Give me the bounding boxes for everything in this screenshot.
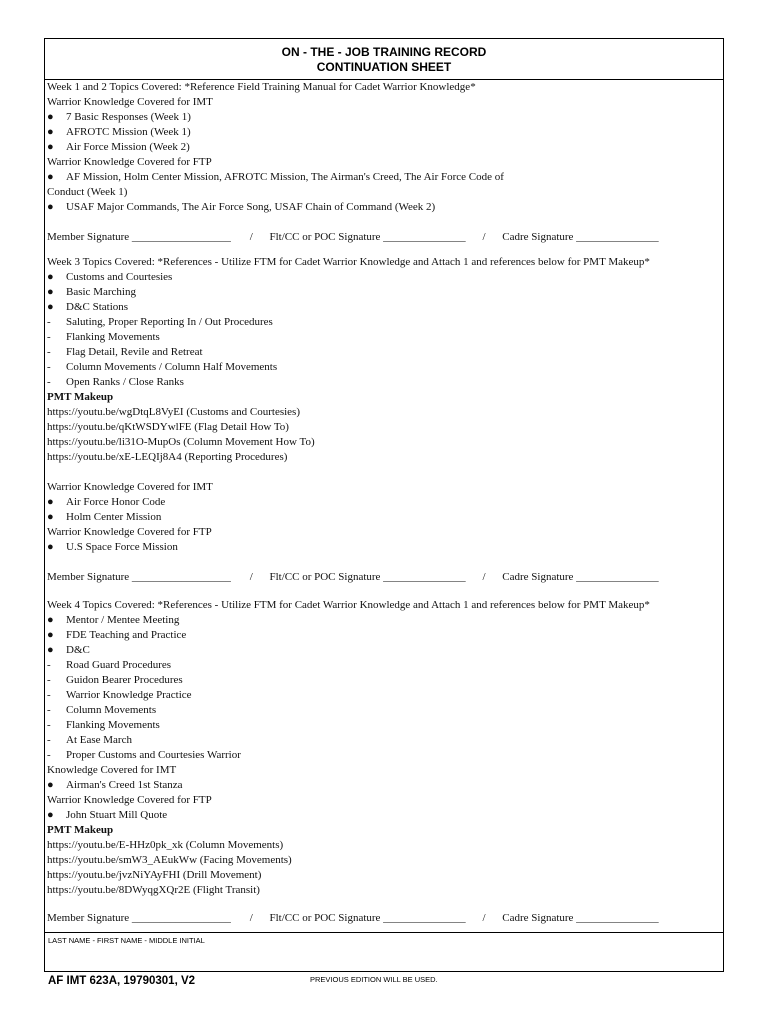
- member-signature[interactable]: Member Signature __________________: [47, 231, 231, 243]
- week3-imt-heading: Warrior Knowledge Covered for IMT: [47, 481, 213, 493]
- list-item: ● Holm Center Mission: [47, 511, 162, 523]
- bullet-icon: ●: [47, 496, 54, 508]
- bullet-icon: ●: [47, 201, 54, 213]
- list-item: ● Airman's Creed 1st Stanza: [47, 779, 183, 791]
- list-item: ● Air Force Honor Code: [47, 496, 166, 508]
- dash-icon: -: [47, 704, 51, 716]
- form-title: ON - THE - JOB TRAINING RECORD: [281, 45, 487, 59]
- week4-pmt-heading: PMT Makeup: [47, 824, 114, 836]
- video-link[interactable]: https://youtu.be/li31O-MupOs (Column Movement How To): [47, 436, 315, 448]
- bullet-icon: ●: [47, 126, 54, 138]
- signature-line-week12[interactable]: Member Signature __________________ / Flt/CC or POC Signature _______________ / Cadre Signature _______________: [47, 231, 659, 243]
- dash-icon: -: [47, 689, 51, 701]
- week12-ftp-heading: Warrior Knowledge Covered for FTP: [47, 156, 212, 168]
- list-item: - Flanking Movements: [47, 331, 160, 343]
- flt-signature[interactable]: Flt/CC or POC Signature _______________: [269, 231, 466, 243]
- dash-icon: -: [47, 316, 51, 328]
- bullet-icon: ●: [47, 644, 54, 656]
- training-record-form: [44, 38, 724, 972]
- week3-topics: Week 3 Topics Covered: *References - Utilize FTM for Cadet Warrior Knowledge and Attach 1 and references below for PMT Makeup*: [47, 256, 650, 268]
- edition-note: PREVIOUS EDITION WILL BE USED.: [310, 975, 438, 984]
- flt-signature[interactable]: Flt/CC or POC Signature _______________: [269, 912, 466, 924]
- bullet-icon: ●: [47, 809, 54, 821]
- dash-icon: -: [47, 719, 51, 731]
- list-item: - Flag Detail, Revile and Retreat: [47, 346, 203, 358]
- list-item: ● AF Mission, Holm Center Mission, AFROTC Mission, The Airman's Creed, The Air Force Code of: [47, 171, 504, 183]
- list-item: - Saluting, Proper Reporting In / Out Procedures: [47, 316, 273, 328]
- list-item: ● AFROTC Mission (Week 1): [47, 126, 191, 138]
- form-body: [45, 80, 723, 926]
- dash-icon: -: [47, 376, 51, 388]
- list-item: ● Customs and Courtesies: [47, 271, 173, 283]
- list-item: ● FDE Teaching and Practice: [47, 629, 187, 641]
- dash-icon: -: [47, 659, 51, 671]
- form-header: [45, 39, 723, 80]
- list-item: ● Basic Marching: [47, 286, 136, 298]
- list-item: - Road Guard Procedures: [47, 659, 172, 671]
- dash-icon: -: [47, 734, 51, 746]
- cadre-signature[interactable]: Cadre Signature _______________: [502, 571, 659, 583]
- week12-topics: Week 1 and 2 Topics Covered: *Reference Field Training Manual for Cadet Warrior Knowledge*: [47, 81, 476, 93]
- week12-imt-heading: Warrior Knowledge Covered for IMT: [47, 96, 213, 108]
- week4-ftp-heading: Warrior Knowledge Covered for FTP: [47, 794, 212, 806]
- video-link[interactable]: https://youtu.be/xE-LEQIj8A4 (Reporting Procedures): [47, 451, 288, 463]
- dash-icon: -: [47, 674, 51, 686]
- bullet-icon: ●: [47, 171, 54, 183]
- week3-ftp-heading: Warrior Knowledge Covered for FTP: [47, 526, 212, 538]
- list-item-continuation: Conduct (Week 1): [47, 186, 128, 198]
- bullet-icon: ●: [47, 286, 54, 298]
- flt-signature[interactable]: Flt/CC or POC Signature _______________: [269, 571, 466, 583]
- list-item: ● USAF Major Commands, The Air Force Song, USAF Chain of Command (Week 2): [47, 201, 436, 213]
- list-item: ● D&C Stations: [47, 301, 129, 313]
- member-signature[interactable]: Member Signature __________________: [47, 571, 231, 583]
- dash-icon: -: [47, 346, 51, 358]
- list-item: - Column Movements: [47, 704, 157, 716]
- bullet-icon: ●: [47, 541, 54, 553]
- list-item: ● U.S Space Force Mission: [47, 541, 178, 553]
- week3-pmt-heading: PMT Makeup: [47, 391, 114, 403]
- bullet-icon: ●: [47, 141, 54, 153]
- list-item: ● Mentor / Mentee Meeting: [47, 614, 180, 626]
- cadre-signature[interactable]: Cadre Signature _______________: [502, 231, 659, 243]
- name-field[interactable]: [45, 932, 723, 971]
- video-link[interactable]: https://youtu.be/jvzNiYAyFHI (Drill Movement): [47, 869, 262, 881]
- list-item: ● John Stuart Mill Quote: [47, 809, 168, 821]
- list-item: - Guidon Bearer Procedures: [47, 674, 183, 686]
- name-field-label: LAST NAME - FIRST NAME - MIDDLE INITIAL: [48, 936, 205, 945]
- form-id: AF IMT 623A, 19790301, V2: [48, 975, 196, 987]
- bullet-icon: ●: [47, 779, 54, 791]
- dash-icon: -: [47, 749, 51, 761]
- list-item: - Column Movements / Column Half Movements: [47, 361, 278, 373]
- dash-icon: -: [47, 331, 51, 343]
- bullet-icon: ●: [47, 271, 54, 283]
- week4-imt-heading: Knowledge Covered for IMT: [47, 764, 177, 776]
- dash-icon: -: [47, 361, 51, 373]
- video-link[interactable]: https://youtu.be/wgDtqL8VyEI (Customs and Courtesies): [47, 406, 300, 418]
- form-subtitle: CONTINUATION SHEET: [316, 60, 452, 74]
- list-item: - Open Ranks / Close Ranks: [47, 376, 184, 388]
- list-item: - At Ease March: [47, 734, 132, 746]
- list-item: - Flanking Movements: [47, 719, 160, 731]
- cadre-signature[interactable]: Cadre Signature _______________: [502, 912, 659, 924]
- signature-line-week4[interactable]: Member Signature __________________ / Flt/CC or POC Signature _______________ / Cadre Signature _______________: [47, 912, 659, 924]
- member-signature[interactable]: Member Signature __________________: [47, 912, 231, 924]
- bullet-icon: ●: [47, 111, 54, 123]
- bullet-icon: ●: [47, 629, 54, 641]
- bullet-icon: ●: [47, 614, 54, 626]
- list-item: ● Air Force Mission (Week 2): [47, 141, 190, 153]
- list-item: - Proper Customs and Courtesies Warrior: [47, 749, 241, 761]
- video-link[interactable]: https://youtu.be/E-HHz0pk_xk (Column Movements): [47, 839, 284, 851]
- list-item: ● D&C: [47, 644, 90, 656]
- signature-line-week3[interactable]: Member Signature __________________ / Flt/CC or POC Signature _______________ / Cadre Signature _______________: [47, 571, 659, 583]
- bullet-icon: ●: [47, 511, 54, 523]
- video-link[interactable]: https://youtu.be/smW3_AEukWw (Facing Movements): [47, 854, 292, 866]
- list-item: - Warrior Knowledge Practice: [47, 689, 192, 701]
- bullet-icon: ●: [47, 301, 54, 313]
- week4-topics: Week 4 Topics Covered: *References - Utilize FTM for Cadet Warrior Knowledge and Attach 1 and references below for PMT Makeup*: [47, 599, 650, 611]
- video-link[interactable]: https://youtu.be/qKtWSDYwlFE (Flag Detail How To): [47, 421, 289, 433]
- video-link[interactable]: https://youtu.be/8DWyqgXQr2E (Flight Transit): [47, 884, 260, 896]
- list-item: ● 7 Basic Responses (Week 1): [47, 111, 191, 123]
